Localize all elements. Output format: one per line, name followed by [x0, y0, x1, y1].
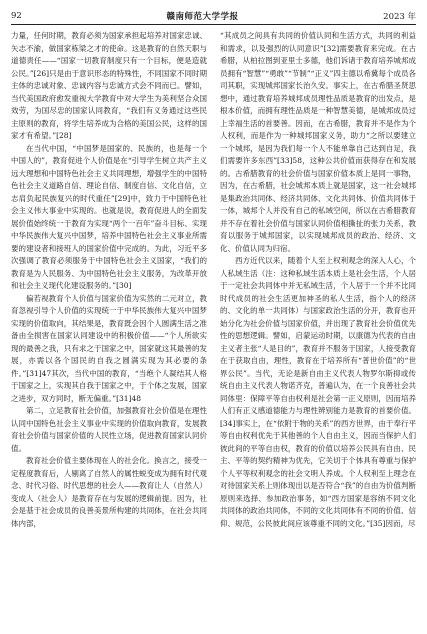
- section-heading-paragraph: 第二，立足教育社会价值，加强教育社会价值是在理性认同中国特色社会主义事业中实现的价值取向教育，发展教育社会价值与国家价值的人民性立场，促进教育国家认同价值。: [11, 406, 207, 453]
- paragraph: “其成员之间具有共同的价值认同和生活方式，共同的利益和需求，以及强烈的认同意识”[32]需要教育来完成。在古希腊，从柏拉图到亚里士多德，他们诉诸于教育培养城邦成员拥有“智慧”“勇敢”“节制”“正义”四主德以希冀每个成员各司其职，实现城邦国家长治久安。事实上，在古希腊圣贤思想中，通过教育培养城邦成员理性品质是教育的出发点，是根本价值，而拥有理性品质是一种智慧美德，是城邦成员过上幸福生活的首要善。因而，在古希腊，教育并不是作为个人权利，而是作为一种城邦国家义务，助力“之所以要建立一个城邦，是因为我们每一个人不能单靠自己达到自足，我们需要许多东西”[33]58，这种公共价值而获得存在和发展的。古希腊教育的社会价值与国家价值本质上是同一事物，因为，在古希腊，社会城邦本质上就是国家，这一社会城邦是集政治共同体、经济共同体、文化共同体、价值共同体于一体，城邦个人并没有自己的私域空间，所以在古希腊教育并不存在着社会价值与国家认同价值相撕扯的张力关系，教育以服务于城邦国家，以实现城邦成员的政治、经济、文化、价值认同为归宿。: [220, 31, 416, 253]
- left-column: [11, 30, 207, 628]
- paragraph: 偏若视教育个人价值与国家价值为实然的二元对立，教育忽视引导个人价值的实现统一于中华民族伟大复兴中国梦实现的价值取向，其结果是，教育既会因个人圆满生活之准备由全损害在国家认同建设中的积极价值——“个人所欲实现的最善之我，只有求之于国家之中，国家就这其最善的发展，亦需以各个国民的自我之圆满实现为其必要的条件。”[31]47其次，当代中国的教育，“当绝个人凝结其人格于国家之上，实现其自我于国家之中，于个体之发展，国家之进步，双方同时，断无偏重。”[31]48: [11, 293, 207, 403]
- publication-year: 2023 年: [383, 12, 416, 22]
- header-rule: [11, 24, 416, 25]
- paragraph: 在当代中国，“中国梦是国家的、民族的，也是每一个中国人的”，教育促进个人价值是在“引导学生树立共产主义远大理想和中国特色社会主义共同理想，增强学生的中国特色社会主义道路自信、理论自信、制度自信、文化自信，立志肩负起民族复兴的时代重任”[29]中，致力于中国特色社会主义伟大事业中实现的。也就是说，教育促进人的全面发展价值始终统一于教育为实现“两个一百年”奋斗目标、实现中华民族伟大复兴中国梦，培养中国特色社会主义事业所需要的建设者和接班人的国家价值中完成的。为此，习近平多次强调了教育必须服务于中国特色社会主义国家，“我们的教育是为人民服务、为中国特色社会主义服务，为改革开放和社会主义现代化建设服务的。”[30]: [11, 143, 207, 290]
- running-header: [11, 9, 416, 23]
- paragraph: 力量，任何时期，教育必须为国家承担起培养对国家忠诚、矢志不渝，做国家栋梁之才的使命。这是教育的自然天职与道德责任——“国家一切教育制度只有一个目标，便是造就公民。”[26]只是由于意识形态的特殊性，不同国家不同时期主体的忠诚对象、忠诚内容与忠诚方式会不同而已。譬如，当代美国政府愈发重视大学教育中对大学生为美利坚合众国效劳，为国尽忠的国家认同教育，“我们有义务通过这些民主原则的教育，将学生培养成为合格的美国公民，这样的国家才有希望。”[28]: [11, 31, 207, 140]
- right-column: [220, 30, 416, 628]
- paragraph: 教育社会价值主要体现在人的社会化。换言之，接受一定程度教育后，人剔离了自然人的属性蜕变成为拥有时代观念、时代习俗、时代思想的社会人——教育让人（自然人）变成人（社会人）是教育存在与发展的逻辑前提。因为，社会是基于社会成员的良善美景所构建的共同体，在社会共同体内部，: [11, 456, 207, 528]
- paragraph: 西方近代以来，随着个人至上权利观念的深入人心，个人私域生活（注：这种私域生活本质上是社会生活，个人居于一定社会共同体中并无私域生活，个人居于一个并不比同时代成员的社会生活更加神圣的私人生活，指个人的经济的、文化的单一共同体）与国家政治生活的分开，教育也开始分化为社会价值与国家价值，并出现了教育社会价值优先性的思想逻辑。譬如，启蒙运动时期，以康德为代表的自由主义者主张“人是目的”，教育并不服务于国家，人接受教育在于获取自由，理性，教育在于培养所有“普世价值”的“世界公民”。当代，无论是新自由主义代表人物罗尔斯抑或传统自由主义代表人物诺齐克，普遍认为，在一个良善社会共同体里：保障平等自由权利是社会第一正义原则，因而培养人们有正义感道德能力与理性辨别能力是教育的首要价值。[34]事实上，在“依附于物的关系”的西方世界，由于奉行平等自由权利优先于其他善的个人自由主义，因而当保护人们彼此间的平等自由权，教育的价值以培养公民具有自由、民主、平等的契约精神为优先，它关切于个体具有尊重与保护个人平等权利观念的社会文明人养成。个人权利至上理念在对待国家关系上则体现出以是否符合“我”的自由为价值判断原则来选择、参加政治事务，如“西方国家是容纳不同文化共同体的政治共同体，不同的文化共同体有不同的价值、信仰、规范，公民彼此间应该尊重不同的文化。”[35]因而，尽: [220, 256, 416, 528]
- journal-title: 赣南师范大学学报: [166, 12, 239, 22]
- page-number: 92: [11, 11, 22, 21]
